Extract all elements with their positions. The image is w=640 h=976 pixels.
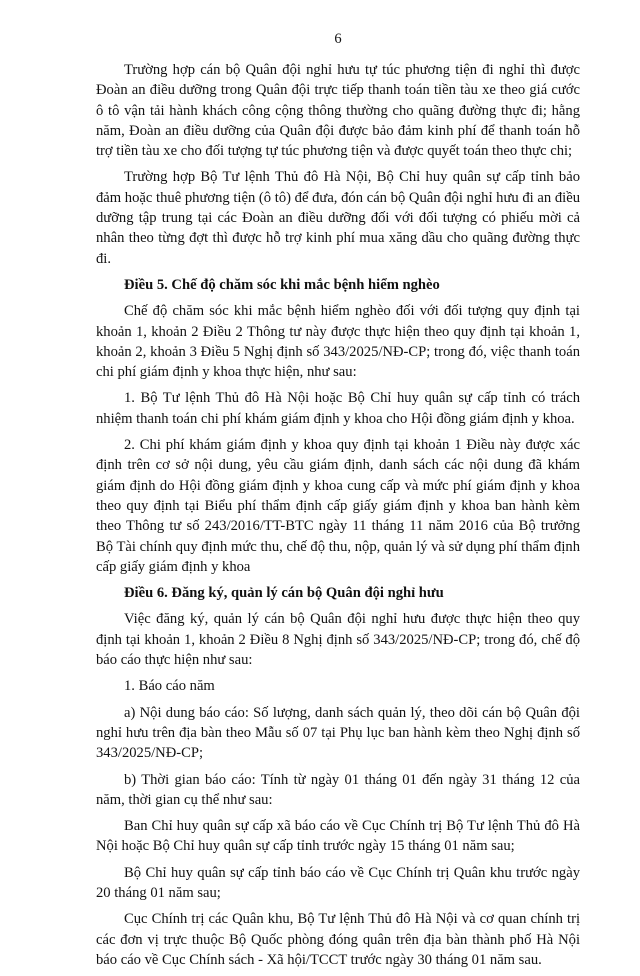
article-6-report-time: b) Thời gian báo cáo: Tính từ ngày 01 tháng 01 đến ngày 31 tháng 12 của năm, thời gian cụ thể như sau: <box>96 771 580 808</box>
article-5-item-1: 1. Bộ Tư lệnh Thủ đô Hà Nội hoặc Bộ Chỉ huy quân sự cấp tỉnh có trách nhiệm thanh toán chi phí khám giám định y khoa cho Hội đồng giám định y khoa. <box>96 390 580 427</box>
document-page <box>96 30 580 976</box>
article-6-commune-deadline: Ban Chỉ huy quân sự cấp xã báo cáo về Cục Chính trị Bộ Tư lệnh Thủ đô Hà Nội hoặc Bộ Chỉ huy quân sự cấp tỉnh trước ngày 15 tháng 01 năm sau; <box>96 818 580 855</box>
paragraph-self-transport: Trường hợp cán bộ Quân đội nghỉ hưu tự túc phương tiện đi nghỉ thì được Đoàn an điều dưỡng trong Quân đội trực tiếp thanh toán tiền tàu xe theo giá cước ô tô vận tải hành khách công cộng thông thường cho quãng đường thực đi; hằng năm, Đoàn an điều dưỡng của Quân đội được bảo đảm kinh phí để thanh toán hỗ trợ tiền tàu xe cho đối tượng tự túc phương tiện và được quyết toán theo thực chi; <box>96 62 580 160</box>
page-number: 6 <box>334 31 342 47</box>
article-6-military-region-deadline: Cục Chính trị các Quân khu, Bộ Tư lệnh Thủ đô Hà Nội và cơ quan chính trị các đơn vị trực thuộc Bộ Quốc phòng đóng quân trên địa bàn thành phố Hà Nội báo cáo về Cục Chính sách - Xã hội/TCCT trước ngày 30 tháng 01 năm sau. <box>96 911 580 968</box>
paragraph-hired-transport: Trường hợp Bộ Tư lệnh Thủ đô Hà Nội, Bộ Chỉ huy quân sự cấp tỉnh bảo đảm hoặc thuê phương tiện (ô tô) để đưa, đón cán bộ Quân đội nghỉ hưu đi an điều dưỡng tập trung tại các Đoàn an điều dưỡng đối với đối tượng có phiếu mời cả nhân theo từng đợt thì được hỗ trợ kinh phí mua xăng dầu cho quãng đường thực đi. <box>96 169 580 267</box>
article-6-annual-report-title: 1. Báo cáo năm <box>124 678 215 695</box>
article-6-intro: Việc đăng ký, quản lý cán bộ Quân đội nghỉ hưu được thực hiện theo quy định tại khoản 1, khoản 2 Điều 8 Nghị định số 343/2025/NĐ-CP; trong đó, chế độ báo cáo thực hiện như sau: <box>96 611 580 669</box>
article-6-heading: Điều 6. Đăng ký, quản lý cán bộ Quân đội nghỉ hưu <box>124 585 444 602</box>
article-6-report-content: a) Nội dung báo cáo: Số lượng, danh sách quản lý, theo dõi cán bộ Quân đội nghỉ hưu trên địa bàn theo Mẫu số 07 tại Phụ lục ban hành kèm theo Nghị định số 343/2025/NĐ-CP; <box>96 704 580 762</box>
article-5-heading: Điều 5. Chế độ chăm sóc khi mắc bệnh hiểm nghèo <box>124 276 440 293</box>
article-5-intro: Chế độ chăm sóc khi mắc bệnh hiểm nghèo đối với đối tượng quy định tại khoản 1, khoản 2 Điều 2 Thông tư này được thực hiện theo quy định tại khoản 1, khoản 2, khoản 3 Điều 5 Nghị định số 343/2025/NĐ-CP; trong đó, việc thanh toán chi phí giám định y khoa thực hiện, như sau: <box>96 303 580 381</box>
article-5-item-2: 2. Chi phí khám giám định y khoa quy định tại khoản 1 Điều này được xác định trên cơ sở nội dung, yêu cầu giám định, danh sách các nội dung đã khám giám định do Hội đồng giám định y khoa cung cấp và mức phí giám định y khoa theo quy định tại Biểu phí thẩm định cấp giấy giám định y khoa ban hành kèm theo Thông tư số 243/2016/TT-BTC ngày 11 tháng 11 năm 2016 của Bộ trưởng Bộ Tài chính quy định mức thu, chế độ thu, nộp, quản lý và sử dụng phí thẩm định cấp giấy giám định y khoa <box>96 437 580 575</box>
article-6-province-deadline: Bộ Chỉ huy quân sự cấp tỉnh báo cáo về Cục Chính trị Quân khu trước ngày 20 tháng 01 năm sau; <box>96 864 580 901</box>
